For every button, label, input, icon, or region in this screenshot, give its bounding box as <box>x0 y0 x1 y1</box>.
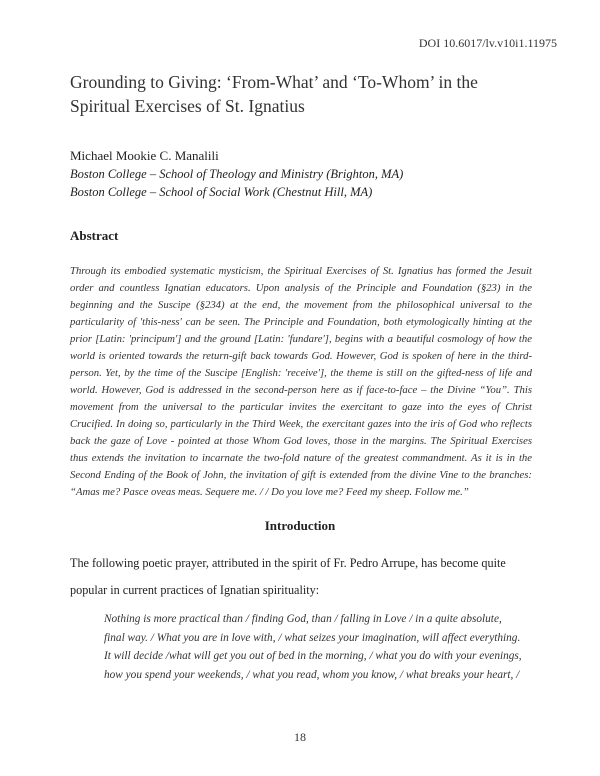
quote-line: how you spend your weekends, / what you read, whom you know, / what breaks your heart, / <box>104 668 520 681</box>
affiliation-1: Boston College – School of Theology and Ministry (Brighton, MA) <box>70 167 404 181</box>
author-name: Michael Mookie C. Manalili <box>70 148 219 163</box>
quote-line: Nothing is more practical than / finding God, than / falling in Love / in a quite absolute, <box>104 613 502 625</box>
introduction-heading: Introduction <box>264 518 336 533</box>
introduction-paragraph: The following poetic prayer, attributed in the spirit of Fr. Pedro Arrupe, has become quite popular in current practices of Ignatian spirituality: <box>70 556 506 597</box>
doi-label: DOI 10.6017/lv.v10i1.11975 <box>418 36 557 50</box>
abstract-text: Through its embodied systematic mysticism, the Spiritual Exercises of St. Ignatius has formed the Jesuit order and countless Ignatian educators. Upon analysis of the Principle and Foundation (§23) in the beginning and the Suscipe (§234) at the end, the movement from the philosophical universal to the particularity of 'this-ness' can be seen. The Principle and Foundation, both etymologically hinting at the prior [Latin: 'principum'] and the ground [Latin: 'fundare'], begins with a beautiful cosmology of how the world is oriented towards the return-gift back towards God. However, God is spoken of here in the third-person. Yet, by the time of the Suscipe [English: 'receive'], the theme is still on the gifted-ness of life and world. However, God is addressed in the second-person here as if face-to-face – the Divine “You”. This movement from the universal to the particular invites the exercitant to gaze into the eyes of Christ Crucified. In doing so, particularly in the Third Week, the exercitant gazes into the iris of God who reflects back the gaze of Love - pointed at those Whom God loves, those in the margins. The Spiritual Exercises thus extends the invitation to incarnate the two-fold nature of the greatest commandment. As it is in the Second Ending of the Book of John, the invitation of gift is extended from the divine Vine to the branches: “Amas me? Pasce oveas meas. Sequere me. / / Do you love me? Feed my sheep. Follow me.” <box>70 265 532 498</box>
author-block <box>70 147 550 201</box>
abstract-heading: Abstract <box>70 228 119 243</box>
quote-line: final way. / What you are in love with, / what seizes your imagination, will affect everything. <box>104 631 521 644</box>
article-title: Grounding to Giving: ‘From-What’ and ‘To-Whom’ in the Spiritual Exercises of St. Ignatius <box>70 72 478 116</box>
quote-line: It will decide /what will get you out of bed in the morning, / what you do with your evenings, <box>104 650 522 662</box>
affiliation-2: Boston College – School of Social Work (Chestnut Hill, MA) <box>70 185 373 199</box>
poem-quote <box>104 610 534 684</box>
page-number: 18 <box>294 730 306 744</box>
